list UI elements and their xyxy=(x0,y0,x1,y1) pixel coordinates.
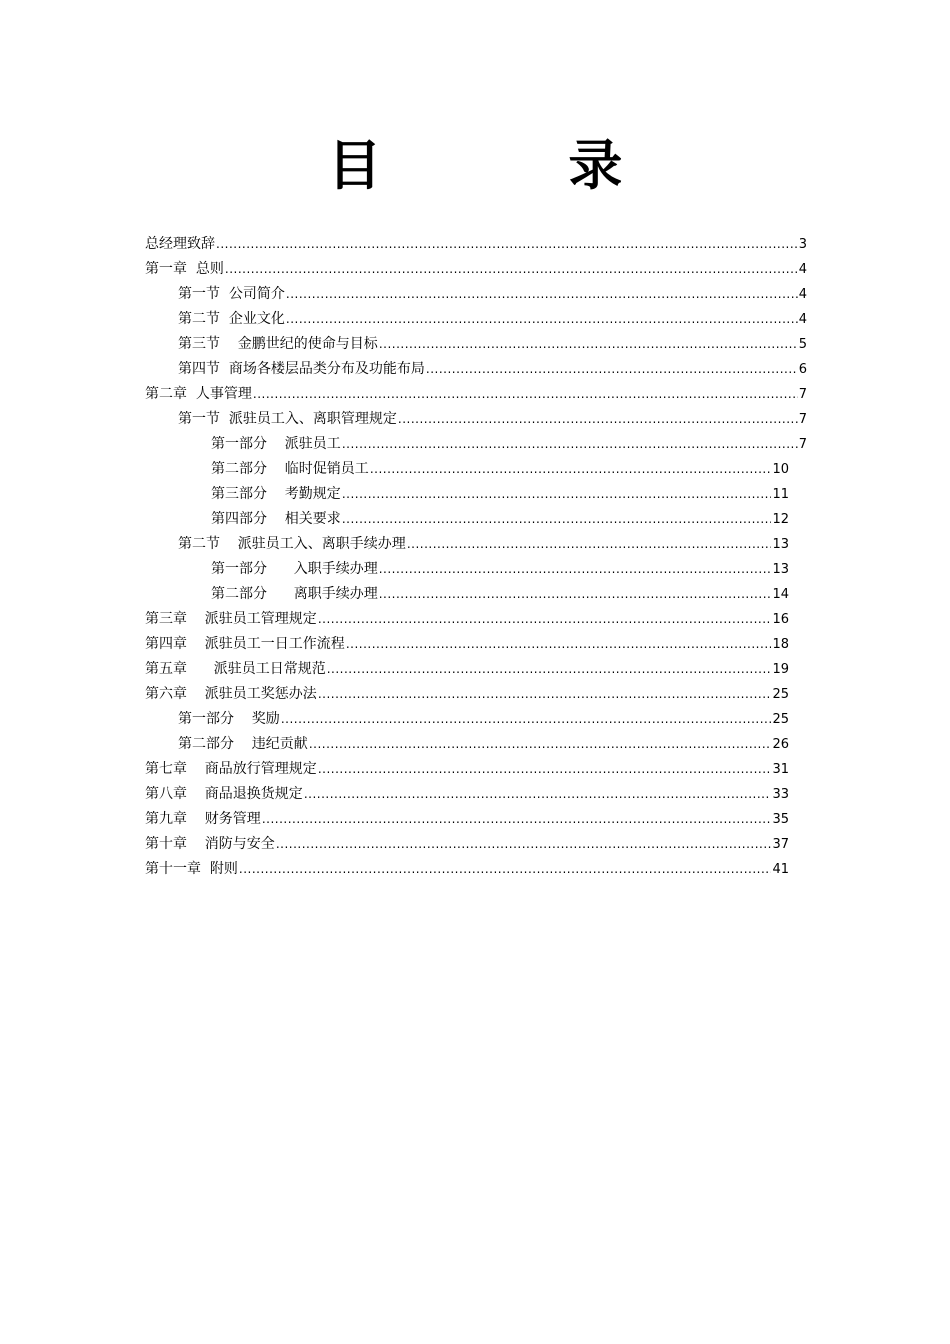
toc-page-number: 7 xyxy=(798,437,807,452)
toc-dot-leader xyxy=(398,407,798,432)
toc-entry-text: 第三部分 考勤规定 xyxy=(211,486,341,502)
toc-entry-text: 第一节 公司简介 xyxy=(178,286,285,302)
toc-page-number: 13 xyxy=(772,537,789,552)
toc-entry[interactable] xyxy=(145,232,807,257)
toc-entry-text: 第七章 商品放行管理规定 xyxy=(145,761,317,777)
toc-page-number: 11 xyxy=(772,487,789,502)
toc-dot-leader xyxy=(379,557,772,582)
toc-page-number: 13 xyxy=(772,562,789,577)
toc-entry-text: 第一部分 奖励 xyxy=(178,711,280,727)
toc-page-number: 12 xyxy=(772,512,789,527)
toc-entry[interactable] xyxy=(145,482,789,507)
toc-entry[interactable] xyxy=(145,632,789,657)
toc-page-number: 19 xyxy=(772,662,789,677)
toc-dot-leader xyxy=(286,307,798,332)
toc-entry[interactable] xyxy=(145,532,789,557)
toc-page-number: 7 xyxy=(798,412,807,427)
toc-dot-leader xyxy=(239,857,772,882)
toc-entry-text: 第一部分 入职手续办理 xyxy=(211,561,378,577)
toc-entry-text: 第一部分 派驻员工 xyxy=(211,436,341,452)
toc-entry[interactable] xyxy=(145,357,807,382)
toc-entry[interactable] xyxy=(145,507,789,532)
toc-dot-leader xyxy=(318,682,772,707)
toc-page-number: 25 xyxy=(772,712,789,727)
toc-page-number: 37 xyxy=(772,837,789,852)
toc-dot-leader xyxy=(225,257,798,282)
toc-dot-leader xyxy=(379,332,798,357)
toc-page-number: 4 xyxy=(798,287,807,302)
toc-entry-text: 第六章 派驻员工奖惩办法 xyxy=(145,686,317,702)
toc-dot-leader xyxy=(370,457,772,482)
toc-dot-leader xyxy=(346,632,772,657)
toc-dot-leader xyxy=(327,657,772,682)
toc-entry[interactable] xyxy=(145,807,789,832)
toc-entry[interactable] xyxy=(145,732,789,757)
toc-entry[interactable] xyxy=(145,757,789,782)
toc-entry-text: 第二节 派驻员工入、离职手续办理 xyxy=(178,536,406,552)
toc-dot-leader xyxy=(342,507,772,532)
toc-dot-leader xyxy=(216,232,798,257)
toc-entry[interactable] xyxy=(145,457,789,482)
toc-entry[interactable] xyxy=(145,782,789,807)
toc-entry[interactable] xyxy=(145,832,789,857)
toc-page-number: 41 xyxy=(772,862,789,877)
toc-entry[interactable] xyxy=(145,607,789,632)
toc-entry[interactable] xyxy=(145,332,807,357)
toc-entry-text: 第四章 派驻员工一日工作流程 xyxy=(145,636,345,652)
toc-entry-text: 第十一章 附则 xyxy=(145,861,238,877)
toc-page-number: 6 xyxy=(798,362,807,377)
toc-dot-leader xyxy=(304,782,772,807)
toc-page-number: 16 xyxy=(772,612,789,627)
toc-dot-leader xyxy=(318,757,772,782)
toc-title: 目 录 xyxy=(327,134,707,197)
toc-entry-text: 第四节 商场各楼层品类分布及功能布局 xyxy=(178,361,425,377)
toc-entry-text: 第五章 派驻员工日常规范 xyxy=(145,661,326,677)
toc-entry-text: 第二章 人事管理 xyxy=(145,386,252,402)
toc-entry-text: 第一节 派驻员工入、离职管理规定 xyxy=(178,411,397,427)
toc-entry[interactable] xyxy=(145,557,789,582)
toc-dot-leader xyxy=(407,532,772,557)
toc-page-number: 4 xyxy=(798,312,807,327)
toc-dot-leader xyxy=(342,482,772,507)
toc-entry-text: 第二部分 违纪贡献 xyxy=(178,736,308,752)
toc-entry-text: 第八章 商品退换货规定 xyxy=(145,786,303,802)
toc-dot-leader xyxy=(426,357,798,382)
toc-dot-leader xyxy=(342,432,798,457)
toc-dot-leader xyxy=(262,807,772,832)
toc-entry-text: 第二部分 临时促销员工 xyxy=(211,461,369,477)
toc-page-number: 7 xyxy=(798,387,807,402)
toc-page-number: 5 xyxy=(798,337,807,352)
toc-dot-leader xyxy=(309,732,772,757)
toc-dot-leader xyxy=(276,832,772,857)
toc-dot-leader xyxy=(286,282,798,307)
toc-entry[interactable] xyxy=(145,407,807,432)
toc-entry-text: 第三节 金鹏世纪的使命与目标 xyxy=(178,336,378,352)
toc-page-number: 26 xyxy=(772,737,789,752)
toc-page-number: 31 xyxy=(772,762,789,777)
toc-page-number: 3 xyxy=(798,237,807,252)
toc-dot-leader xyxy=(281,707,772,732)
toc-dot-leader xyxy=(318,607,772,632)
toc-entry-text: 第四部分 相关要求 xyxy=(211,511,341,527)
toc-entry-text: 第二节 企业文化 xyxy=(178,311,285,327)
toc-entry[interactable] xyxy=(145,282,807,307)
toc-entry-text: 第二部分 离职手续办理 xyxy=(211,586,378,602)
toc-entry-text: 第九章 财务管理 xyxy=(145,811,261,827)
toc-entry[interactable] xyxy=(145,682,789,707)
toc-entry-text: 第三章 派驻员工管理规定 xyxy=(145,611,317,627)
toc-entry[interactable] xyxy=(145,657,789,682)
toc-entry-text: 第一章 总则 xyxy=(145,261,224,277)
toc-entry[interactable] xyxy=(145,582,789,607)
toc-page-number: 18 xyxy=(772,637,789,652)
toc-entry-text: 第十章 消防与安全 xyxy=(145,836,275,852)
toc-entry[interactable] xyxy=(145,307,807,332)
toc-dot-leader xyxy=(379,582,772,607)
toc-page-number: 25 xyxy=(772,687,789,702)
toc-entry[interactable] xyxy=(145,382,807,407)
toc-entry[interactable] xyxy=(145,707,789,732)
toc-page-number: 4 xyxy=(798,262,807,277)
toc-entry[interactable] xyxy=(145,257,807,282)
toc-page-number: 10 xyxy=(772,462,789,477)
toc-page-number: 14 xyxy=(772,587,789,602)
toc-dot-leader xyxy=(253,382,798,407)
toc-entry[interactable] xyxy=(145,857,789,882)
toc-entry[interactable] xyxy=(145,432,807,457)
toc-entry-text: 总经理致辞 xyxy=(145,236,215,252)
toc-page-number: 35 xyxy=(772,812,789,827)
toc-page-number: 33 xyxy=(772,787,789,802)
table-of-contents xyxy=(145,232,807,882)
